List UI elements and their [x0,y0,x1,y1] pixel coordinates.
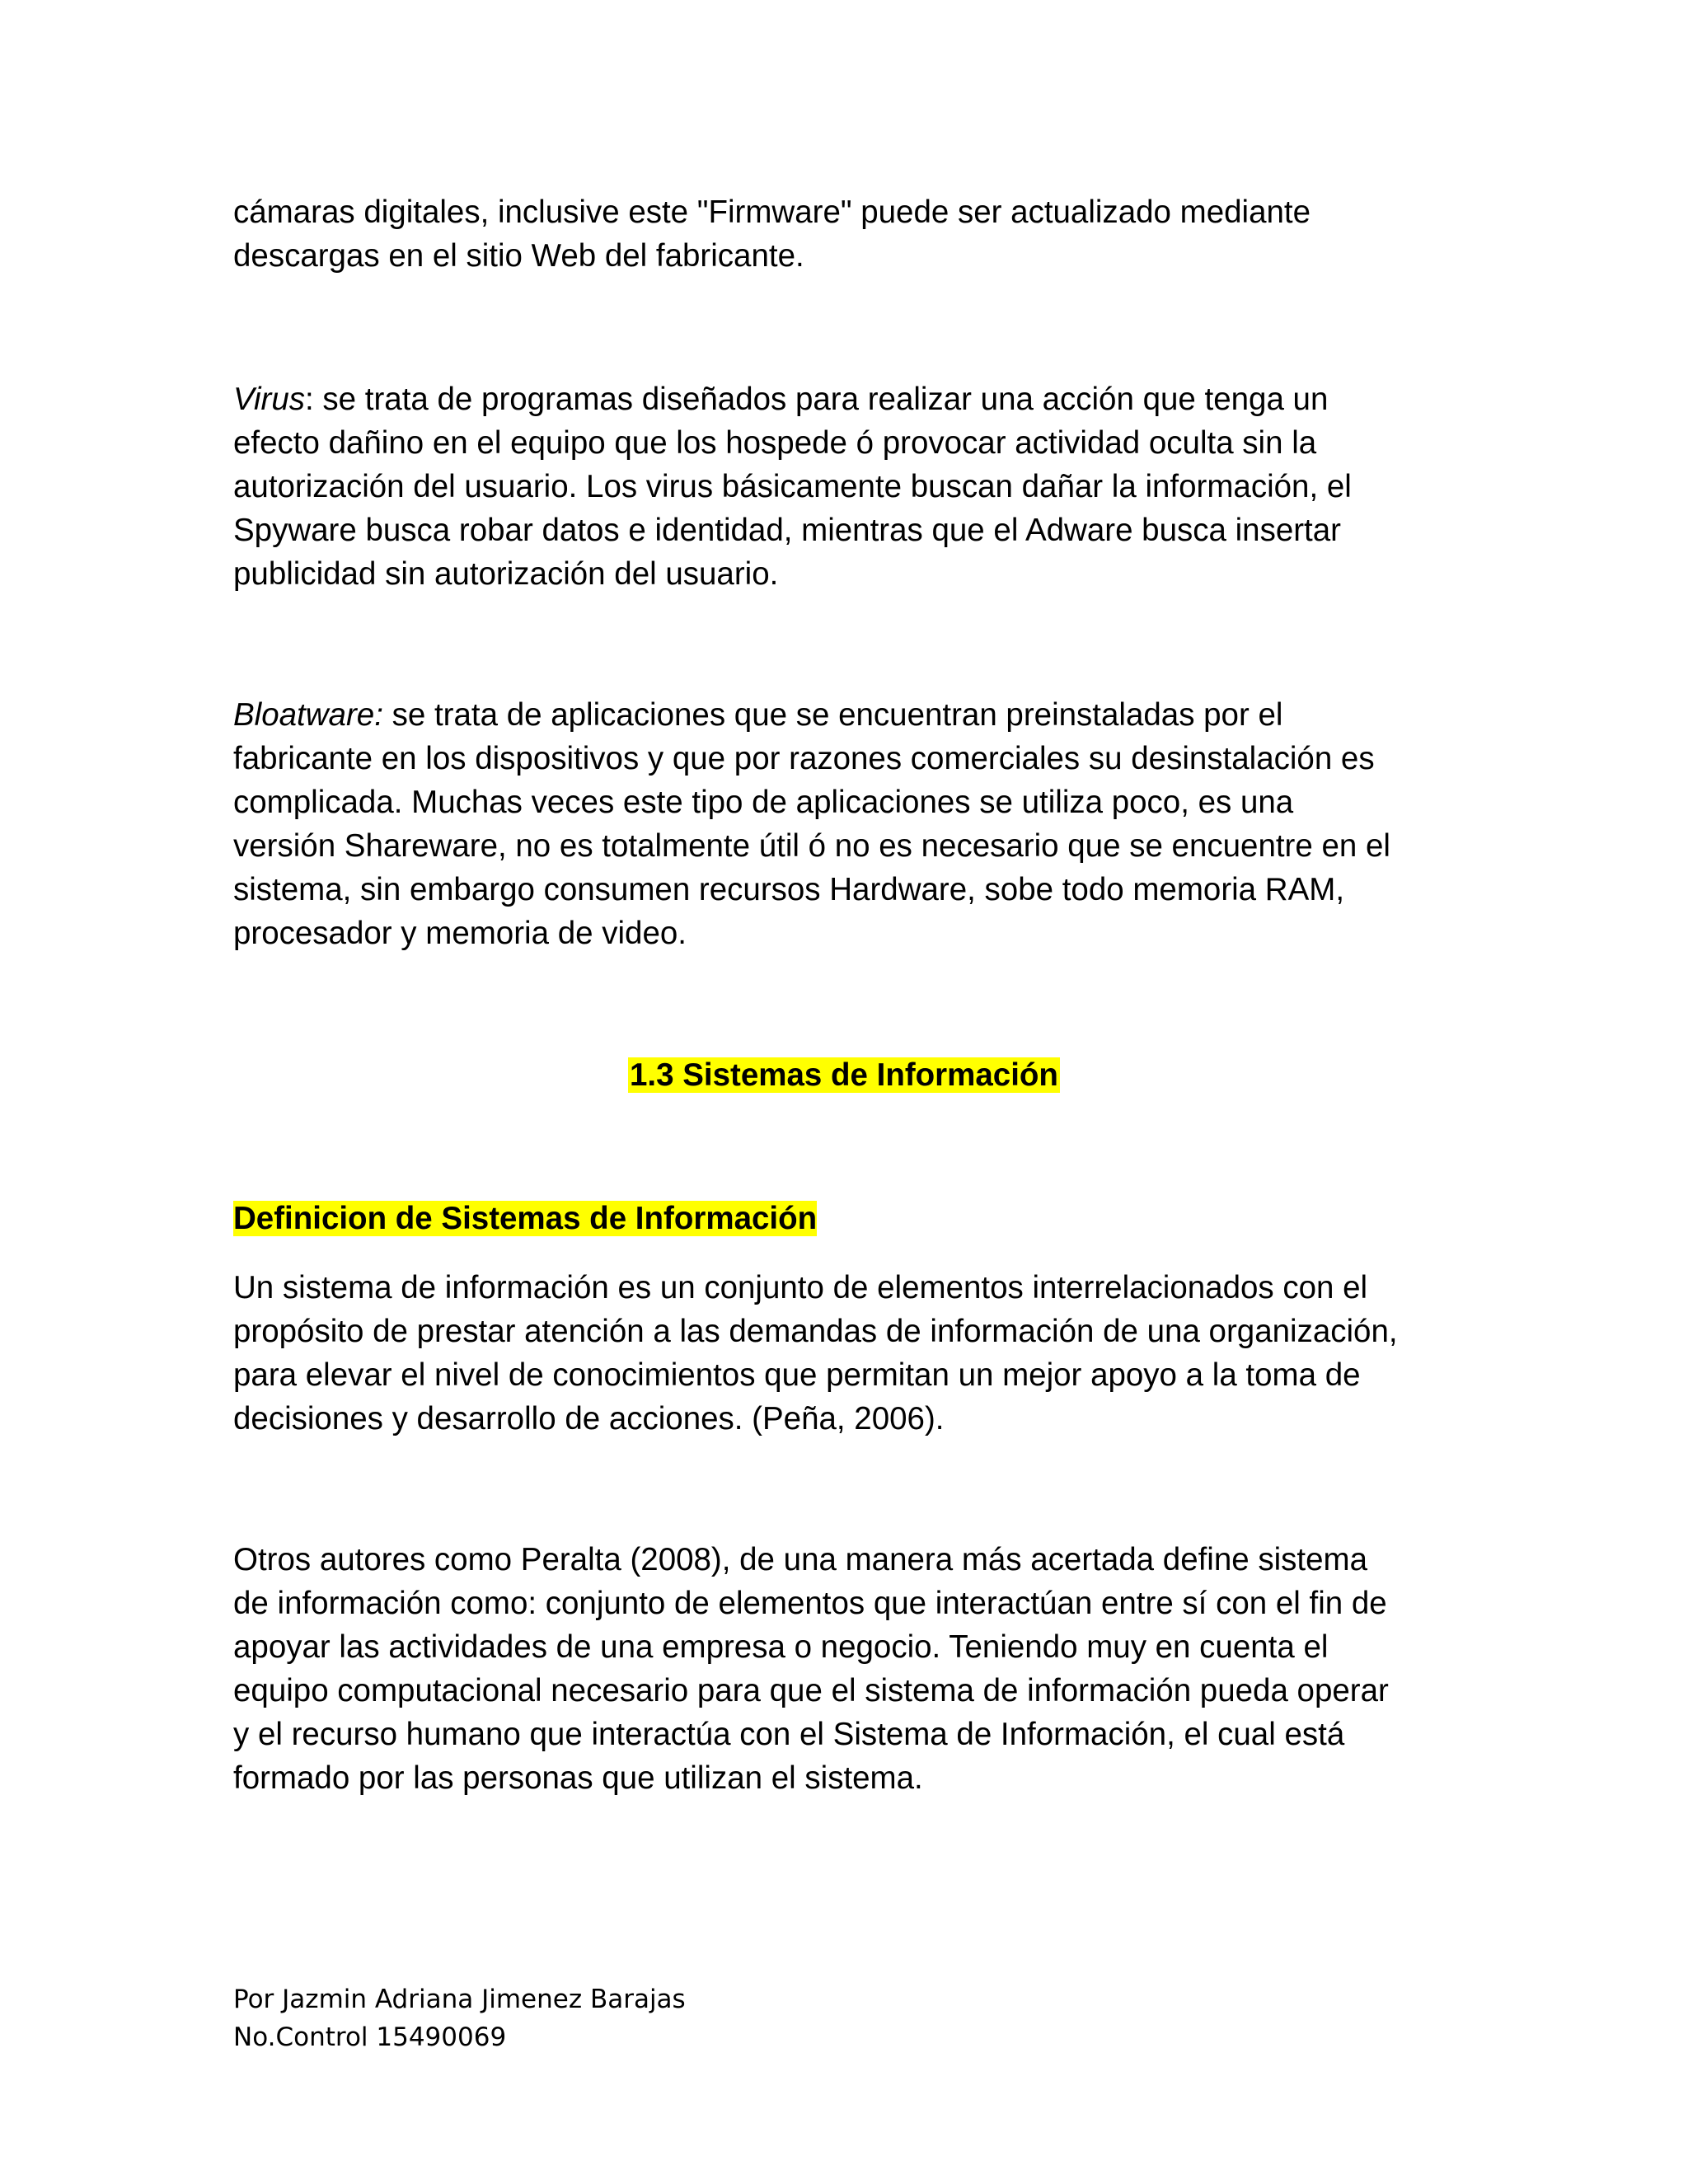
text-line: complicada. Muchas veces este tipo de aplicaciones se utiliza poco, es una [233,785,1294,820]
subsection-heading-text: Definicion de Sistemas de Información [233,1201,818,1236]
text-line: de información como: conjunto de elementos que interactúan entre sí con el fin de [233,1586,1387,1621]
text-line: publicidad sin autorización del usuario. [233,556,779,592]
subsection-heading [233,1197,817,1240]
text-line: Otros autores como Peralta (2008), de una manera más acertada define sistema [233,1542,1368,1577]
footer-author: Por Jazmin Adriana Jimenez Barajas [233,1985,686,2014]
text-line: fabricante en los dispositivos y que por razones comerciales su desinstalación es [233,741,1375,776]
text-line [233,693,1453,737]
text-line: propósito de prestar atención a las demandas de información de una organización, [233,1314,1398,1349]
term-virus: Virus [233,382,306,417]
text-line: versión Shareware, no es totalmente útil ó no es necesario que se encuentre en el [233,828,1390,864]
paragraph-definition [233,1266,1453,1441]
text-line: Un sistema de información es un conjunto de elementos interrelacionados con el [233,1270,1368,1305]
text-line: sistema, sin embargo consumen recursos Hardware, sobe todo memoria RAM, [233,872,1345,907]
text-line: decisiones y desarrollo de acciones. (Peña, 2006). [233,1401,945,1436]
text-line: formado por las personas que utilizan el sistema. [233,1760,923,1796]
text-fragment: : se trata de programas diseñados para realizar una acción que tenga un [305,382,1329,417]
section-heading-text: 1.3 Sistemas de Información [630,1057,1058,1093]
footer-control-number: No.Control 15490069 [233,2022,507,2052]
text-line: procesador y memoria de video. [233,916,687,951]
paragraph-virus [233,377,1453,596]
section-heading [0,1053,1688,1097]
text-fragment: se trata de aplicaciones que se encuentran preinstaladas por el [382,697,1283,733]
text-line: apoyar las actividades de una empresa o negocio. Teniendo muy en cuenta el [233,1629,1329,1665]
paragraph-firmware-end [233,190,1453,278]
paragraph-peralta [233,1538,1453,1800]
page-footer [233,1980,686,2056]
term-bloatware: Bloatware: [233,697,383,733]
text-line: efecto dañino en el equipo que los hospede ó provocar actividad oculta sin la [233,425,1317,461]
text-line: cámaras digitales, inclusive este "Firmware" puede ser actualizado mediante [233,194,1311,230]
text-line: descargas en el sitio Web del fabricante. [233,238,804,274]
text-line [233,377,1453,421]
text-line: autorización del usuario. Los virus básicamente buscan dañar la información, el [233,469,1352,504]
paragraph-bloatware [233,693,1453,955]
text-line: equipo computacional necesario para que el sistema de información pueda operar [233,1673,1389,1708]
text-line: para elevar el nivel de conocimientos que permitan un mejor apoyo a la toma de [233,1357,1361,1393]
text-line: y el recurso humano que interactúa con el Sistema de Información, el cual está [233,1717,1345,1752]
text-line: Spyware busca robar datos e identidad, mientras que el Adware busca insertar [233,513,1341,548]
